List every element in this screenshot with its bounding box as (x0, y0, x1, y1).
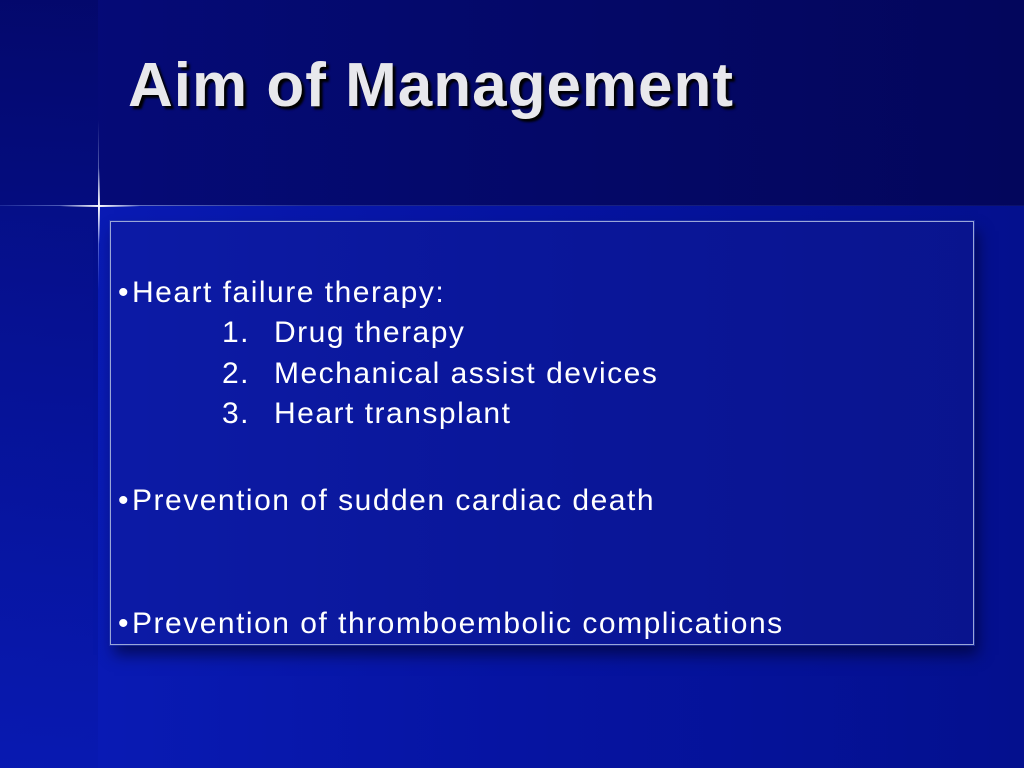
slide-title: Aim of Management (128, 51, 735, 120)
bullet-icon: • (118, 484, 131, 517)
sparkle-icon-vertical (98, 168, 100, 244)
sub-item-text: Drug therapy (274, 316, 466, 349)
bullet-item-sudden-cardiac-death (118, 482, 655, 520)
background-left-strip (0, 0, 98, 768)
sub-item-number: 2. (222, 357, 251, 390)
bullet-icon: • (118, 607, 131, 640)
bullet-item-thromboembolic (118, 605, 784, 643)
sub-item-drug-therapy (222, 314, 465, 352)
sub-item-number: 3. (222, 397, 251, 430)
sparkle-icon-horizontal (60, 205, 140, 207)
sub-item-number: 1. (222, 316, 251, 349)
decorative-horizontal-line (0, 205, 1024, 206)
bullet-text: Prevention of sudden cardiac death (132, 484, 656, 517)
bullet-icon: • (118, 276, 131, 309)
bullet-text: Heart failure therapy: (132, 276, 446, 309)
sub-item-text: Mechanical assist devices (274, 357, 659, 390)
bullet-item-heart-failure (118, 274, 445, 312)
bullet-text: Prevention of thromboembolic complications (132, 607, 784, 640)
sub-item-heart-transplant (222, 395, 511, 433)
sub-item-mechanical-devices (222, 355, 658, 393)
sub-item-text: Heart transplant (274, 397, 512, 430)
